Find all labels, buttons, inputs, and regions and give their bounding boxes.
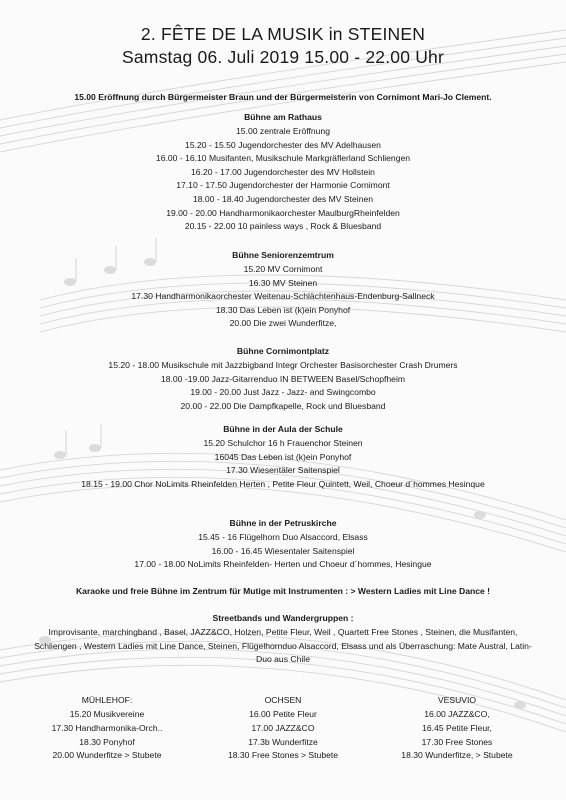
- venue-line: 15.20 Musikvereine: [69, 709, 145, 719]
- schedule-line: 15.00 zentrale Eröffnung: [236, 126, 330, 136]
- venue-line: 17.30 Handharmonika-Orch..: [51, 722, 163, 733]
- stage-heading: Bühne Cornimontplatz: [236, 346, 330, 356]
- stage-heading: Bühne Seniorenzemtrum: [232, 250, 334, 260]
- schedule-line: 20.15 - 22.00 10 painless ways , Rock & Bluesband: [184, 221, 382, 232]
- schedule-line: 19.00 - 20.00 Handharmonikaorchester MaulburgRheinfelden: [166, 207, 400, 218]
- schedule-line: 17.00 - 18.00 NoLimits Rheinfelden- Herten und Choeur d´hommes, Hesingue: [134, 559, 432, 570]
- schedule-line: 16.00 - 16.45 Wiesentaler Saitenspiel: [211, 545, 355, 556]
- stage-petruskirche: [14, 517, 552, 572]
- schedule-line: 15.20 MV Cornimont: [243, 264, 323, 274]
- venue-name: VESUVIO: [437, 695, 477, 705]
- schedule-line: 17.30 Handharmonikaorchester Weitenau-Schlächtenhaus-Endenburg-Sallneck: [131, 291, 435, 302]
- streetbands-text: Improvisante, marchingband , Basel, JAZZ&CO, Holzen, Petite Fleur, Weil , Quartett Free Stones , Steinen, die Musifanten, Schliengen , Western Ladies mit Line Dance, Steinen, Flügelhornduo Alsaccord, Elsass und als Überraschung: Mate Austral, Latin-Duo aus Chile: [34, 627, 532, 665]
- opening-announcement: 15.00 Eröffnung durch Bürgermeister Braun und der Bürgermeisterin von Cornimont Mari-Jo Clement.: [74, 92, 492, 102]
- schedule-line: 15.20 - 15.50 Jugendorchester des MV Adelhausen: [185, 139, 381, 150]
- venue-line: 18.30 Ponyhof: [79, 736, 135, 747]
- venue-line: 20.00 Wunderfitze > Stubete: [52, 750, 162, 761]
- stage-heading: Bühne in der Aula der Schule: [223, 424, 343, 434]
- stage-heading: Bühne in der Petruskirche: [229, 518, 337, 528]
- schedule-line: 18.30 Das Leben ist (k)ein Ponyhof: [215, 304, 351, 315]
- schedule-line: 17.10 - 17.50 Jugendorchester der Harmonie Cornimont: [176, 180, 390, 191]
- schedule-line: 15.20 - 18.00 Musikschule mit Jazzbigband Integr Orchester Basisorchester Crash Drumers: [108, 360, 458, 370]
- karaoke-note: Karaoke und freie Bühne im Zentrum für Mutige mit Instrumenten : > Western Ladies mit Line Dance !: [75, 586, 491, 596]
- schedule-line: 20.00 - 22.00 Die Dampfkapelle, Rock und Bluesband: [180, 400, 386, 411]
- schedule-line: 17.30 Wiesentäler Saitenspiel: [226, 465, 340, 476]
- venue-name: MÜHLEHOF:: [81, 695, 133, 705]
- schedule-line: 16.00 - 16.10 Musifanten, Musikschule Markgräflerland Schliengen: [155, 153, 411, 164]
- schedule-line: 19.00 - 20.00 Just Jazz - Jazz- and Swingcombo: [190, 387, 376, 398]
- schedule-line: 16.20 - 17.00 Jugendorchester des MV Hollstein: [191, 166, 375, 177]
- venue-line: 16.00 Petite Fleur: [249, 709, 317, 719]
- streetbands-section: [30, 612, 536, 667]
- streetbands-heading: Streetbands und Wandergruppen :: [212, 613, 354, 623]
- venue-ochsen: [198, 694, 368, 763]
- schedule-line: 18.00 -19.00 Jazz-Gitarrenduo IN BETWEEN Basel/Schopfheim: [160, 373, 406, 384]
- schedule-line: 20.00 Die zwei Wunderfitze,: [229, 318, 337, 329]
- stage-heading: Bühne am Rathaus: [244, 112, 322, 122]
- venue-name: OCHSEN: [264, 695, 302, 705]
- venue-line: 17.30 Free Stones: [421, 736, 493, 747]
- venue-vesuvio: [372, 694, 542, 763]
- schedule-line: 15.45 - 16 Flügelhorn Duo Alsaccord, Elsass: [198, 532, 368, 542]
- schedule-line: 15.20 Schulchor 16 h Frauenchor Steinen: [203, 438, 363, 448]
- schedule-line: 18.15 - 19.00 Chor NoLimits Rheinfelden Herten , Petite Fleur Quintett, Weil, Choeur d´hommes Hesinque: [81, 478, 485, 489]
- stage-cornimontplatz: [14, 345, 552, 413]
- stage-aula-schule: [14, 423, 552, 491]
- venue-line: 16.45 Petite Fleur,: [422, 722, 492, 733]
- schedule-line: 18.00 - 18.40 Jugendorchester des MV Steinen: [192, 193, 374, 204]
- venue-line: 17.3b Wunderfitze: [248, 736, 318, 747]
- flyer-title: 2. FÊTE DE LA MUSIK in STEINEN: [140, 24, 426, 44]
- venue-muehlehof: [22, 694, 192, 763]
- schedule-line: 16.30 MV Steinen: [248, 277, 318, 288]
- schedule-line: 16045 Das Leben ist (k)ein Ponyhof: [214, 451, 352, 462]
- venue-line: 18.30 Free Stones > Stubete: [227, 750, 339, 761]
- venue-line: 16.00 JAZZ&CO,: [424, 709, 490, 719]
- venue-line: 18.30 Wunderfitze, > Stubete: [401, 750, 513, 761]
- venue-line: 17.00 JAZZ&CO: [251, 722, 315, 733]
- stage-seniorenzentrum: [14, 249, 552, 331]
- stage-rathaus: [14, 111, 552, 234]
- date-line: Samstag 06. Juli 2019 15.00 - 22.00 Uhr: [121, 47, 445, 67]
